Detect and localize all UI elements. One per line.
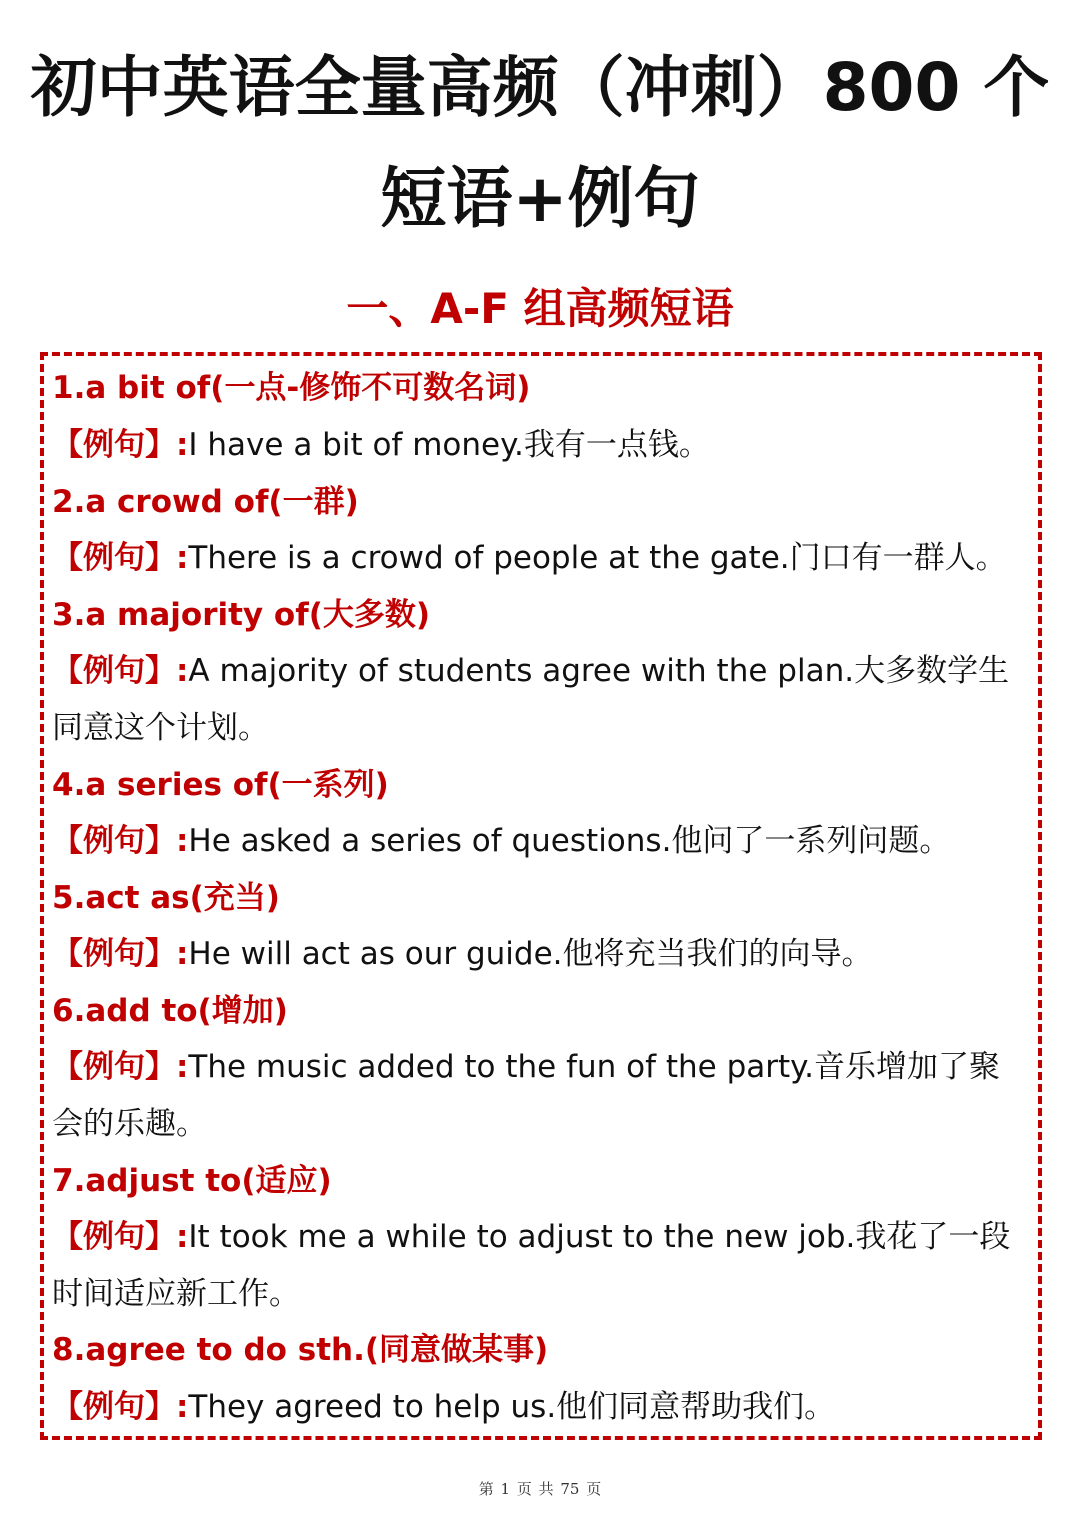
phrase-7: 7.adjust to(适应) — [52, 1163, 332, 1199]
phrase-2: 2.a crowd of(一群) — [52, 484, 359, 520]
example-7 — [52, 1215, 1042, 1259]
document-title-line-2: 短语+例句 — [380, 160, 700, 237]
example-label: 【例句】: — [52, 823, 189, 859]
example-6 — [52, 1045, 1042, 1089]
example-text-5: He will act as our guide.他将充当我们的向导。 — [188, 936, 873, 972]
example-8 — [52, 1385, 1042, 1429]
example-5 — [52, 932, 1042, 976]
example-label: 【例句】: — [52, 540, 189, 576]
example-label: 【例句】: — [52, 1389, 189, 1425]
example-text-1: I have a bit of money.我有一点钱。 — [188, 427, 710, 463]
example-3-continued: 同意这个计划。 — [52, 710, 269, 746]
page-footer: 第 1 页 共 75 页 — [478, 1480, 602, 1498]
phrase-4: 4.a series of(一系列) — [52, 767, 389, 803]
example-label: 【例句】: — [52, 427, 189, 463]
example-text-4: He asked a series of questions.他问了一系列问题。 — [188, 823, 951, 859]
example-text-3: A majority of students agree with the plan.大多数学生 — [188, 653, 1010, 689]
example-label: 【例句】: — [52, 936, 189, 972]
example-text-8: They agreed to help us.他们同意帮助我们。 — [188, 1389, 836, 1425]
example-text-6: The music added to the fun of the party.音乐增加了聚 — [188, 1049, 1000, 1085]
example-1 — [52, 423, 1042, 467]
example-label: 【例句】: — [52, 1219, 189, 1255]
example-label: 【例句】: — [52, 653, 189, 689]
phrase-8: 8.agree to do sth.(同意做某事) — [52, 1332, 549, 1368]
example-2 — [52, 536, 1042, 580]
example-4 — [52, 819, 1042, 863]
phrase-1: 1.a bit of(一点-修饰不可数名词) — [52, 370, 531, 406]
example-3 — [52, 649, 1042, 693]
section-heading: 一、A-F 组高频短语 — [346, 284, 734, 333]
example-text-7: It took me a while to adjust to the new job.我花了一段 — [188, 1219, 1011, 1255]
example-6-continued: 会的乐趣。 — [52, 1106, 207, 1142]
phrase-3: 3.a majority of(大多数) — [52, 597, 431, 633]
example-text-2: There is a crowd of people at the gate.门口有一群人。 — [188, 540, 1007, 576]
phrase-5: 5.act as(充当) — [52, 880, 280, 916]
example-label: 【例句】: — [52, 1049, 189, 1085]
document-title-line-1: 初中英语全量高频（冲刺）800 个 — [30, 49, 1050, 126]
example-7-continued: 时间适应新工作。 — [52, 1276, 300, 1312]
phrase-6: 6.add to(增加) — [52, 993, 288, 1029]
